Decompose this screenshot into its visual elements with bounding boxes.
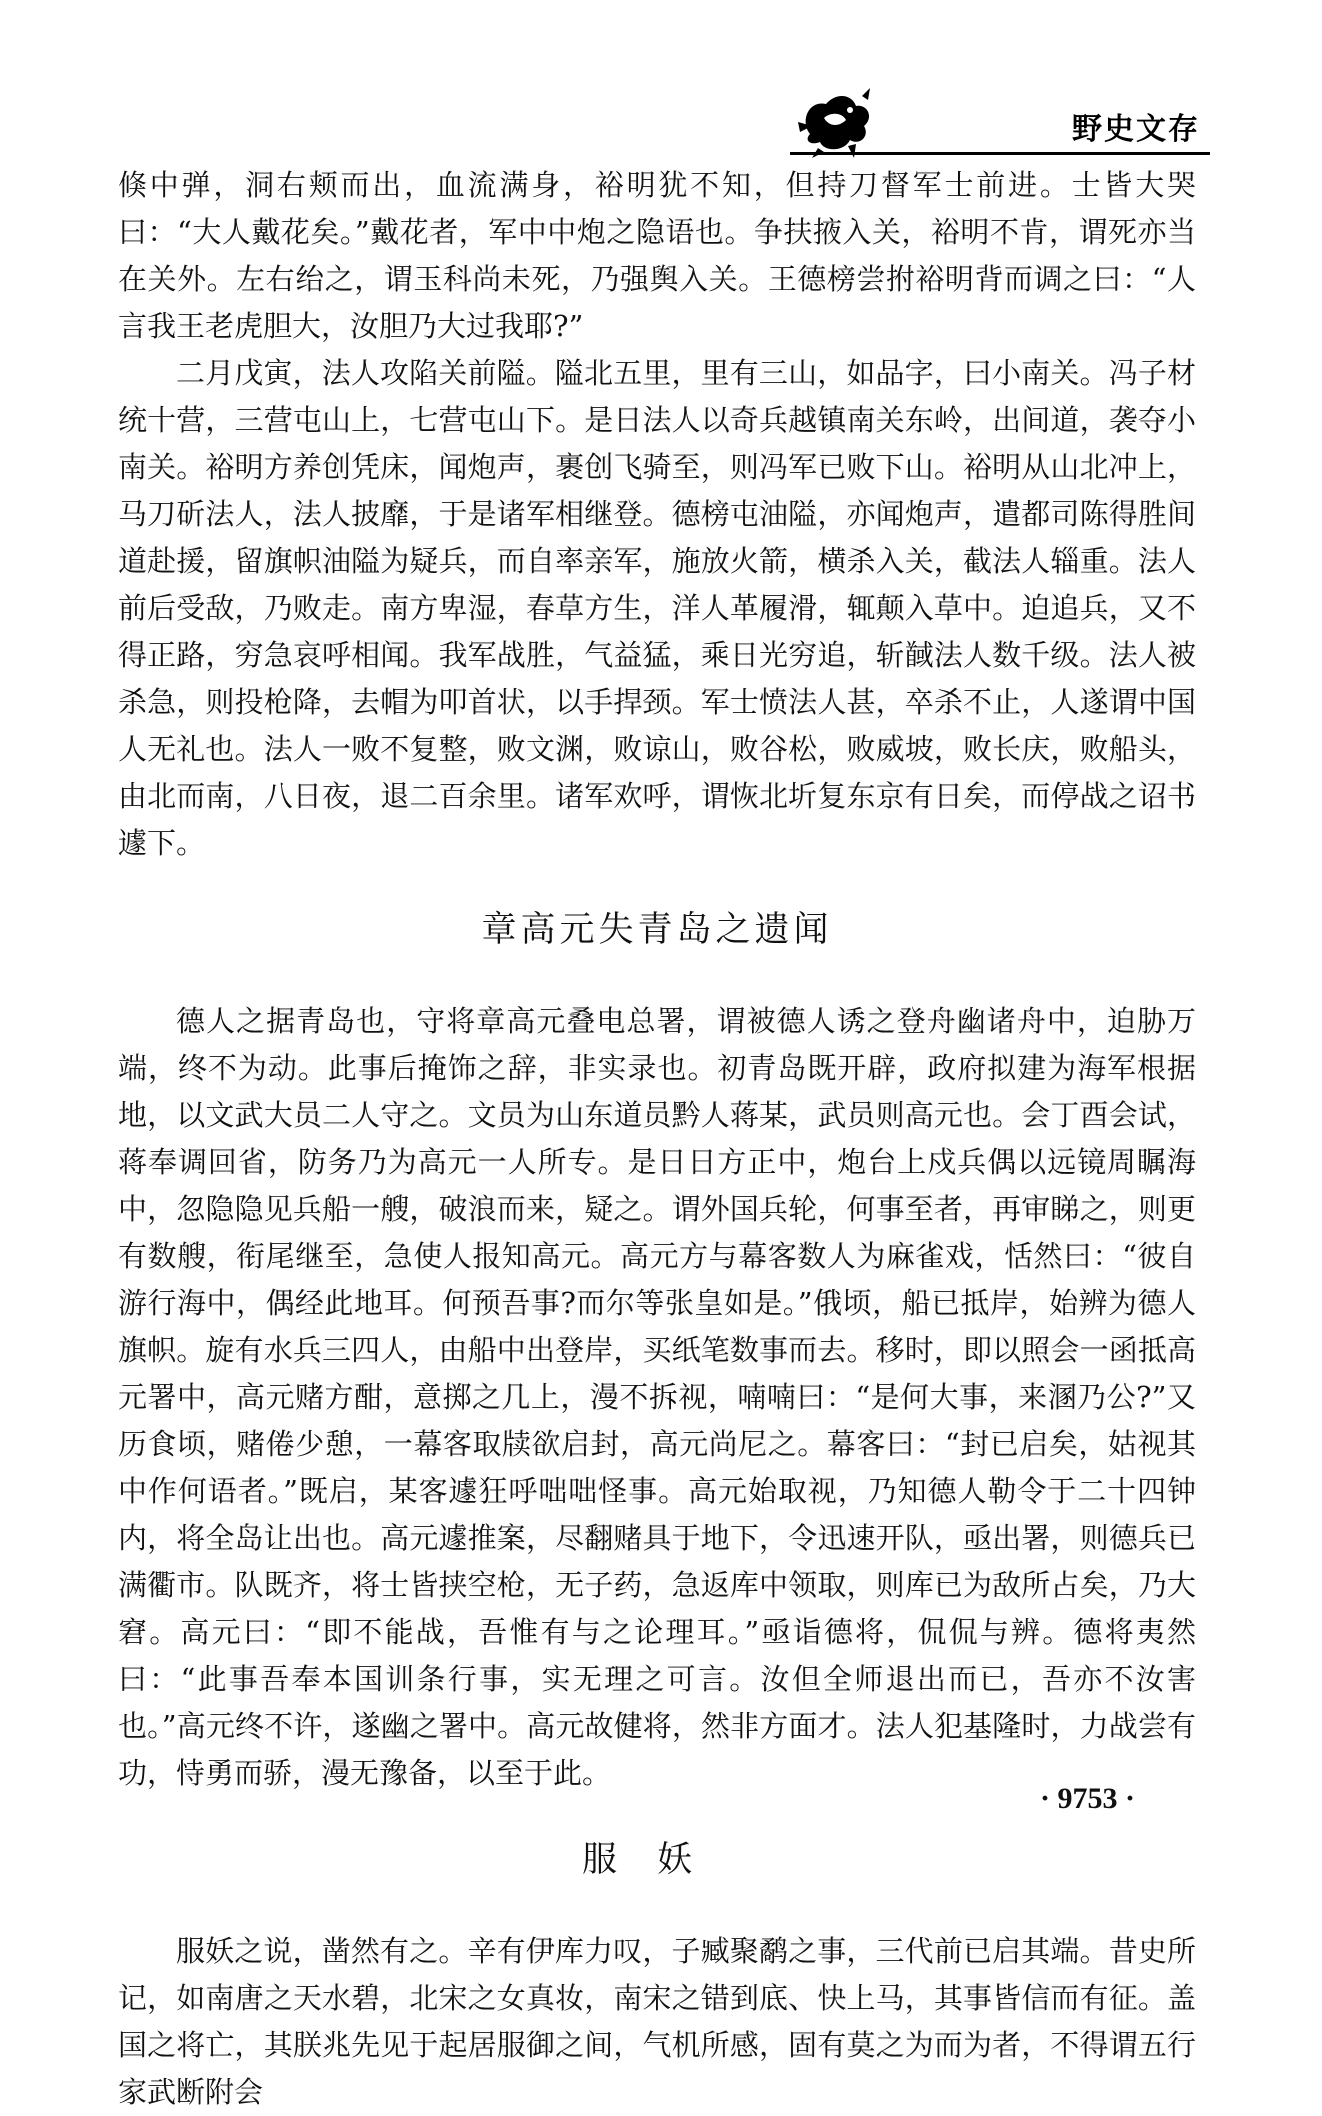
section-title: 服妖: [581, 1840, 732, 1880]
body-paragraph: 倏中弹，洞右颊而出，血流满身，裕明犹不知，但持刀督军士前进。士皆大哭曰：“大人戴花矣。”戴花者，军中中炮之隐语也。争扶掖入关，裕明不肯，谓死亦当在关外。左右绐之，谓玉科尚未死，乃强舆入关。王德榜尝拊裕明背而调之曰：“人言我王老虎胆大，汝胆乃大过我耶?”: [118, 168, 1196, 343]
series-title: 野史文存: [1072, 112, 1200, 147]
page-body: [118, 162, 1196, 2116]
running-header: [790, 82, 1210, 162]
header-rule: [790, 152, 1210, 155]
dragon-emblem-icon: [790, 82, 880, 162]
body-paragraph: 德人之据青岛也，守将章高元叠电总署，谓被德人诱之登舟幽诸舟中，迫胁万端，终不为动。此事后掩饰之辞，非实录也。初青岛既开辟，政府拟建为海军根据地，以文武大员二人守之。文员为山东道员黔人蒋某，武员则高元也。会丁酉会试，蒋奉调回省，防务乃为高元一人所专。是日日方正中，炮台上戍兵偶以远镜周瞩海中，忽隐隐见兵船一艘，破浪而来，疑之。谓外国兵轮，何事至者，再审睇之，则更有数艘，衔尾继至，急使人报知高元。高元方与幕客数人为麻雀戏，恬然曰：“彼自游行海中，偶经此地耳。何预吾事?而尔等张皇如是。”俄顷，船已抵岸，始辨为德人旗帜。旋有水兵三四人，由船中出登岸，买纸笔数事而去。移时，即以照会一函抵高元署中，高元赌方酣，意掷之几上，漫不拆视，喃喃曰：“是何大事，来溷乃公?”又历食顷，赌倦少憩，一幕客取牍欲启封，高元尚尼之。幕客曰：“封已启矣，姑视其中作何语者。”既启，某客遽狂呼咄咄怪事。高元始取视，乃知德人勒令于二十四钟内，将全岛让出也。高元遽推案，尽翻赌具于地下，令迅速开队，亟出署，则德兵已满衢市。队既齐，将士皆挟空枪，无子药，急返库中领取，则库已为敌所占矣，乃大窘。高元曰：“即不能战，吾惟有与之论理耳。”亟诣德将，侃侃与辨。德将夷然曰：“此事吾奉本国训条行事，实无理之可言。汝但全师退出而已，吾亦不汝害也。”高元终不许，遂幽之署中。高元故健将，然非方面才。法人犯基隆时，力战尝有功，恃勇而骄，漫无豫备，以至于此。: [118, 1004, 1196, 1790]
page-number: · 9753 ·: [1040, 1782, 1136, 1815]
body-paragraph: 二月戊寅，法人攻陷关前隘。隘北五里，里有三山，如品字，曰小南关。冯子材统十营，三营屯山上，七营屯山下。是日法人以奇兵越镇南关东岭，出间道，袭夺小南关。裕明方养创凭床，闻炮声，裹创飞骑至，则冯军已败下山。裕明从山北冲上，马刀斫法人，法人披靡，于是诸军相继登。德榜屯油隘，亦闻炮声，遣都司陈得胜间道赴援，留旗帜油隘为疑兵，而自率亲军，施放火箭，横杀入关，截法人辎重。法人前后受敌，乃败走。南方卑湿，春草方生，洋人革履滑，辄颠入草中。迫追兵，又不得正路，穷急哀呼相闻。我军战胜，气益猛，乘日光穷追，斩馘法人数千级。法人被杀急，则投枪降，去帽为叩首状，以手捍颈。军士愤法人甚，卒杀不止，人遂谓中国人无礼也。法人一败不复整，败文渊，败谅山，败谷松，败威坡，败长庆，败船头，由北而南，八日夜，退二百余里。诸军欢呼，谓恢北圻复东京有日矣，而停战之诏书遽下。: [118, 356, 1196, 860]
section-title: 章高元失青岛之遗闻: [481, 910, 833, 950]
body-paragraph: 服妖之说，凿然有之。辛有伊库力叹，子臧聚鹬之事，三代前已启其端。昔史所记，如南唐之天水碧，北宋之女真妆，南宋之错到底、快上马，其事皆信而有征。盖国之将亡，其朕兆先见于起居服御之间，气机所感，固有莫之为而为者，不得谓五行家武断附会: [118, 1934, 1196, 2109]
